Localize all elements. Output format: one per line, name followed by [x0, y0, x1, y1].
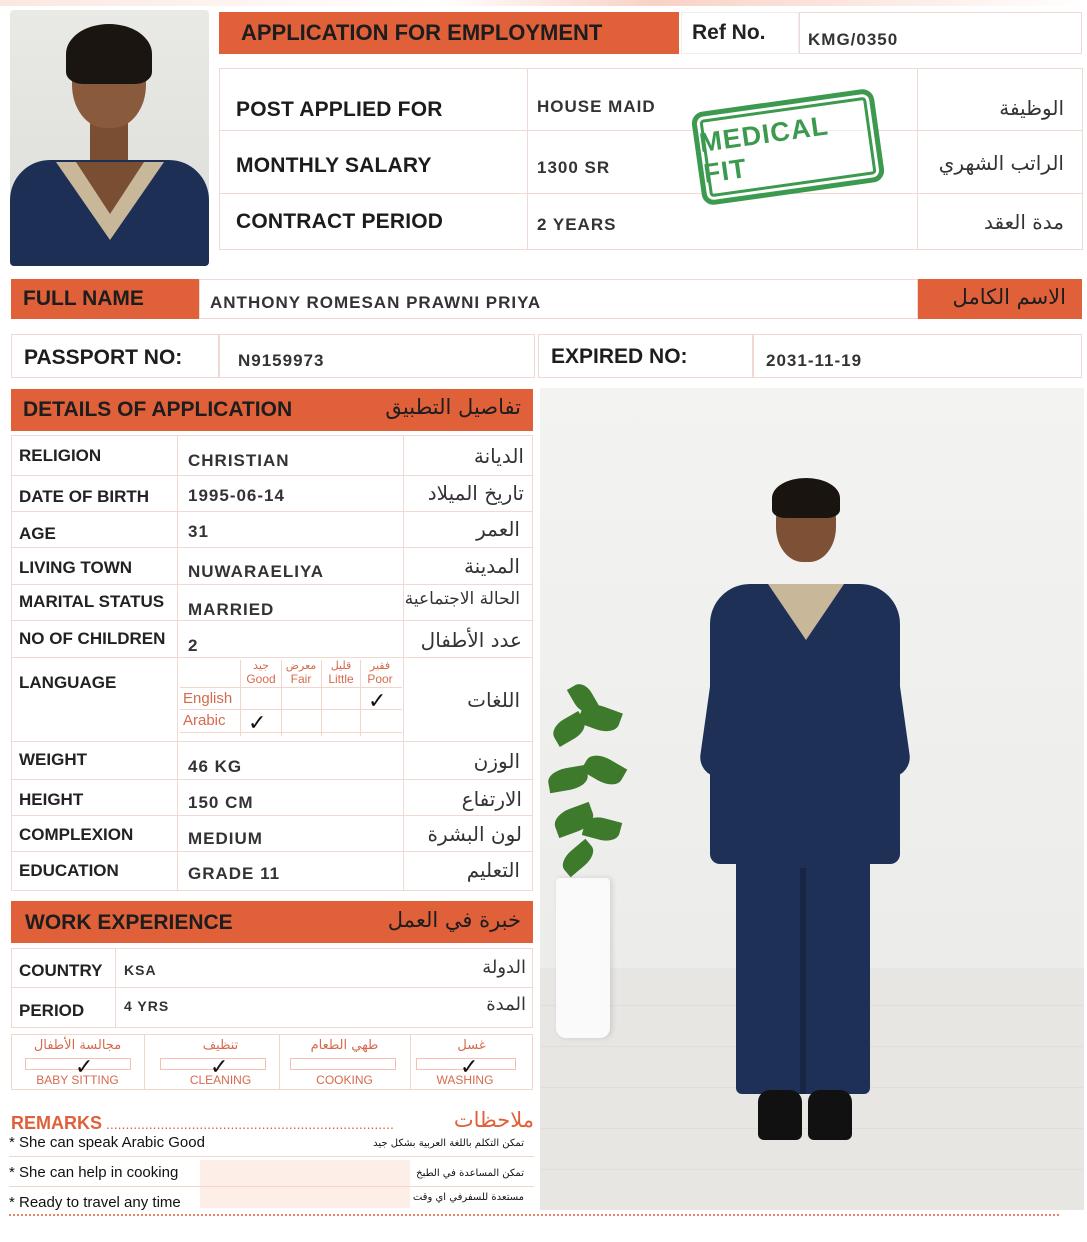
education-arabic: التعليم	[466, 858, 520, 882]
skill-babysitting-check: ✓	[75, 1054, 94, 1079]
expired-label: EXPIRED NO:	[551, 345, 688, 368]
remarks-title-arabic: ملاحظات	[453, 1108, 534, 1132]
expired-label-cell	[538, 334, 753, 378]
age-arabic: العمر	[476, 517, 520, 541]
remarks-dots: ..........................................................................	[106, 1116, 394, 1132]
skill-babysitting: BABY SITTING	[36, 1073, 119, 1087]
contract-period-label: CONTRACT PERIOD	[236, 210, 444, 233]
full-name-arabic-cell	[918, 279, 1082, 319]
skill-cleaning: CLEANING	[189, 1073, 252, 1087]
work-experience-header	[11, 901, 533, 943]
language-arabic: اللغات	[467, 688, 520, 712]
remark-3: * Ready to travel any time	[9, 1194, 181, 1211]
skill-cleaning-arabic: تنظيف	[202, 1038, 239, 1053]
skill-cooking-arabic: طهي الطعام	[310, 1038, 379, 1053]
ref-label: Ref No.	[692, 21, 766, 44]
language-label: LANGUAGE	[19, 673, 117, 692]
dob-arabic: تاريخ الميلاد	[427, 481, 524, 505]
country-arabic: الدولة	[482, 957, 526, 978]
living-town-value: NUWARAELIYA	[188, 562, 324, 581]
weight-label: WEIGHT	[19, 750, 87, 769]
monthly-salary-value: 1300 SR	[537, 158, 611, 177]
education-label: EDUCATION	[19, 861, 119, 880]
height-label: HEIGHT	[19, 790, 84, 809]
remark-2: * She can help in cooking	[9, 1164, 179, 1181]
ref-value: KMG/0350	[808, 30, 899, 49]
children-arabic: عدد الأطفال	[420, 628, 522, 652]
complexion-label: COMPLEXION	[19, 825, 134, 844]
religion-label: RELIGION	[19, 446, 102, 465]
contract-period-value: 2 YEARS	[537, 215, 617, 234]
living-town-arabic: المدينة	[463, 554, 520, 578]
religion-value: CHRISTIAN	[188, 451, 290, 470]
complexion-value: MEDIUM	[188, 829, 263, 848]
age-value: 31	[188, 522, 209, 541]
arabic-good-check: ✓	[248, 710, 267, 735]
ref-label-cell	[681, 12, 799, 54]
skill-cooking: COOKING	[316, 1073, 373, 1087]
remark-2-arabic: تمكن المساعدة في الطبخ	[416, 1168, 524, 1179]
level-little: Little	[328, 672, 354, 686]
post-applied-value: HOUSE MAID	[537, 97, 656, 116]
level-little-arabic: قليل	[330, 659, 352, 672]
english-poor-check: ✓	[368, 688, 387, 713]
skill-washing-arabic: غسل	[457, 1038, 486, 1053]
full-name-label-cell	[11, 279, 199, 319]
details-title: DETAILS OF APPLICATION	[23, 398, 293, 421]
height-value: 150 CM	[188, 793, 254, 812]
religion-arabic: الديانة	[473, 444, 524, 468]
passport-label-cell	[11, 334, 219, 378]
work-experience-title: WORK EXPERIENCE	[25, 911, 233, 934]
remark-3-arabic: مستعدة للسفرفي اي وقت	[412, 1192, 524, 1203]
application-title-bar	[219, 12, 679, 54]
marital-status-value: MARRIED	[188, 600, 275, 619]
full-name-value-cell	[199, 279, 918, 319]
post-applied-label: POST APPLIED FOR	[236, 98, 443, 121]
passport-value-cell	[219, 334, 535, 378]
marital-status-label: MARITAL STATUS	[19, 592, 165, 611]
expired-value: 2031-11-19	[766, 351, 863, 370]
height-arabic: الارتفاع	[461, 787, 522, 811]
passport-label: PASSPORT NO:	[24, 346, 183, 369]
skill-cleaning-check: ✓	[210, 1054, 229, 1079]
level-poor-arabic: فقير	[369, 659, 391, 672]
monthly-salary-label: MONTHLY SALARY	[236, 154, 432, 177]
expired-value-cell	[753, 334, 1082, 378]
details-title-arabic: تفاصيل التطبيق	[385, 395, 521, 419]
complexion-arabic: لون البشرة	[427, 822, 522, 846]
application-title: APPLICATION FOR EMPLOYMENT	[241, 20, 603, 45]
contract-period-arabic: مدة العقد	[984, 210, 1064, 234]
dob-value: 1995-06-14	[188, 486, 285, 505]
full-name-arabic: الاسم الكامل	[952, 285, 1066, 309]
portrait-photo	[10, 10, 209, 266]
weight-arabic: الوزن	[473, 749, 520, 773]
children-value: 2	[188, 636, 199, 655]
children-label: NO OF CHILDREN	[19, 629, 166, 648]
language-arabic-name: Arabic	[183, 712, 226, 729]
remark-1-arabic: تمكن التكلم باللغة العربية بشكل جيد	[373, 1138, 524, 1149]
weight-value: 46 KG	[188, 757, 243, 776]
post-applied-arabic: الوظيفة	[999, 96, 1064, 120]
medical-fit-stamp: MEDICAL FIT	[690, 88, 885, 207]
ref-value-cell	[799, 12, 1082, 54]
remark-1: * She can speak Arabic Good	[9, 1134, 205, 1151]
period-label: PERIOD	[19, 1001, 85, 1020]
passport-value: N9159973	[238, 351, 325, 370]
monthly-salary-arabic: الراتب الشهري	[938, 151, 1064, 175]
skill-washing: WASHING	[436, 1073, 494, 1087]
full-body-photo	[540, 388, 1084, 1210]
bottom-dotted-line	[9, 1214, 1059, 1216]
level-good: Good	[246, 672, 276, 686]
full-name-value: ANTHONY ROMESAN PRAWNI PRIYA	[210, 293, 542, 312]
period-value: 4 YRS	[124, 998, 170, 1014]
period-arabic: المدة	[486, 994, 526, 1015]
education-value: GRADE 11	[188, 864, 281, 883]
marital-status-arabic: الحالة الاجتماعية	[404, 589, 520, 609]
work-experience-title-arabic: خبرة في العمل	[387, 908, 521, 932]
details-header	[11, 389, 533, 431]
country-label: COUNTRY	[19, 961, 103, 980]
level-poor: Poor	[367, 672, 393, 686]
skill-babysitting-arabic: مجالسة الأطفال	[33, 1038, 122, 1053]
level-good-arabic: جيد	[253, 659, 269, 672]
full-name-label: FULL NAME	[23, 287, 144, 310]
country-value: KSA	[124, 962, 157, 978]
dob-label: DATE OF BIRTH	[19, 487, 150, 506]
living-town-label: LIVING TOWN	[19, 558, 133, 577]
top-decorative-strip	[0, 0, 1087, 6]
skill-washing-check: ✓	[460, 1054, 479, 1079]
age-label: AGE	[19, 524, 56, 543]
level-fair: Fair	[290, 672, 312, 686]
level-fair-arabic: معرض	[285, 659, 317, 672]
language-english: English	[183, 690, 233, 707]
remarks-title: REMARKS	[11, 1113, 103, 1133]
